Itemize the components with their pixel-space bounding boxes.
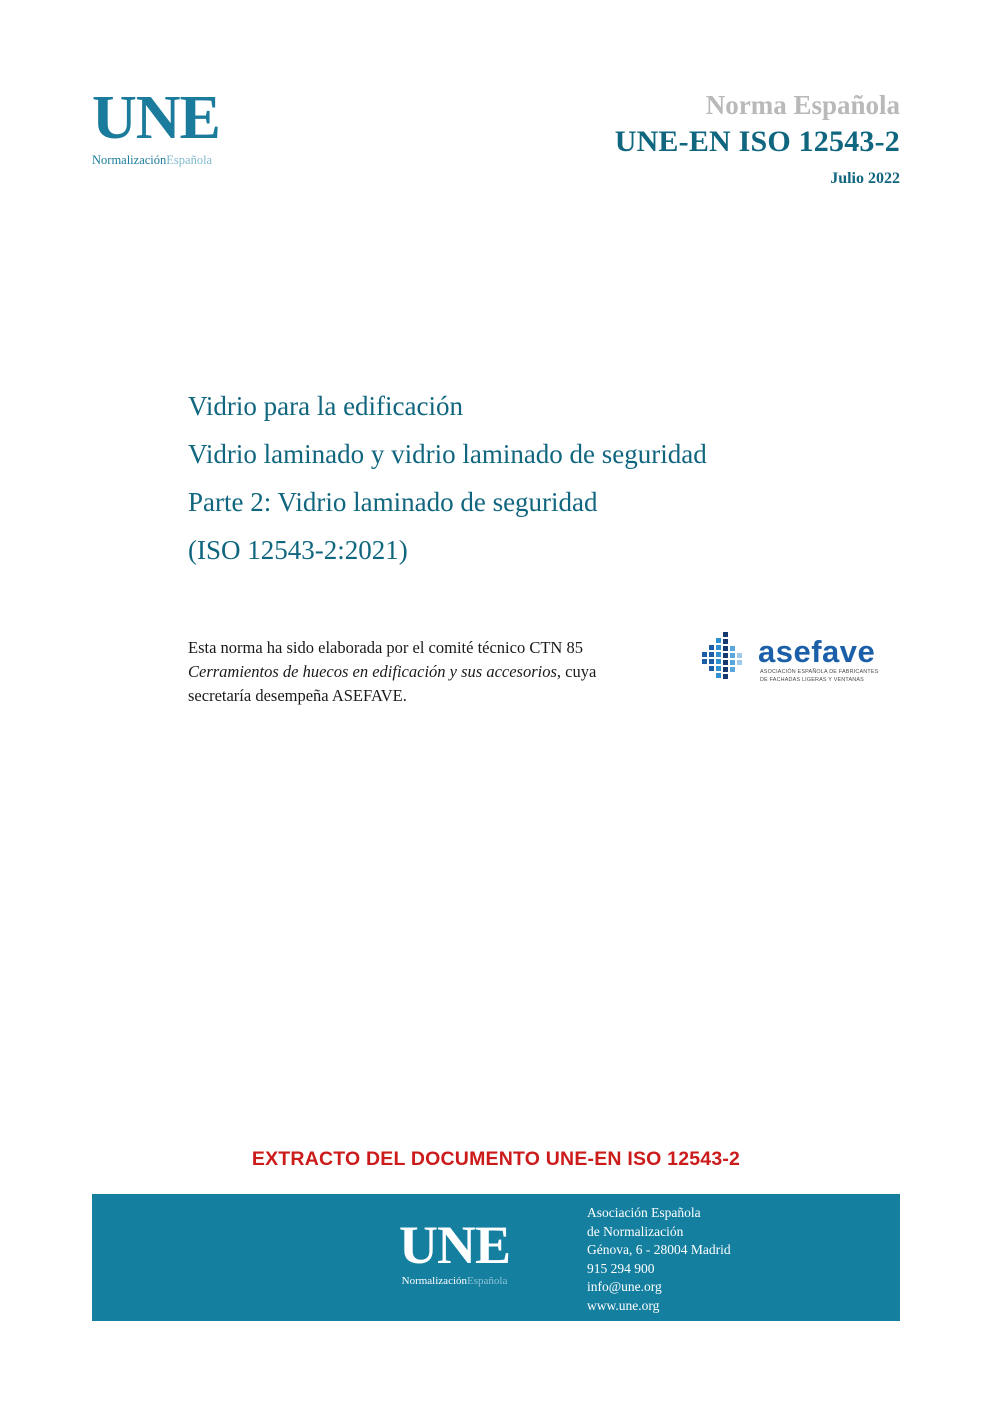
footer-une-subtitle-light: Española xyxy=(467,1275,508,1287)
document-date: Julio 2022 xyxy=(830,170,900,187)
footer-phone: 915 294 900 xyxy=(587,1260,655,1276)
title-line-4: (ISO 12543-2:2021) xyxy=(188,535,408,565)
norma-espanola-label: Norma Española xyxy=(705,90,900,120)
une-logo-subtitle-light: Española xyxy=(166,153,213,167)
asefave-wordmark: asefave xyxy=(758,634,876,669)
committee-note xyxy=(188,636,658,708)
footer-org-line-1: Asociación Española xyxy=(587,1205,701,1220)
footer-org-line-2: de Normalización xyxy=(587,1223,684,1239)
une-logo-header xyxy=(92,85,252,175)
asefave-tagline-2: DE FACHADAS LIGERAS Y VENTANAS xyxy=(760,677,864,683)
footer-une-wordmark: UNE xyxy=(398,1215,510,1275)
asefave-tagline-1: ASOCIACIÓN ESPAÑOLA DE FABRICANTES xyxy=(760,669,879,675)
asefave-building-icon xyxy=(700,630,752,682)
footer-email[interactable]: info@une.org xyxy=(587,1279,662,1294)
footer-contact-block xyxy=(587,1204,731,1315)
extract-label: EXTRACTO DEL DOCUMENTO UNE-EN ISO 12543-2 xyxy=(251,1148,741,1170)
une-logo-subtitle xyxy=(92,153,252,168)
committee-note-italic: Cerramientos de huecos en edificación y sus accesorios xyxy=(188,662,557,681)
header-meta xyxy=(340,88,900,188)
title-line-2: Vidrio laminado y vidrio laminado de seguridad xyxy=(188,439,707,469)
une-logo-footer xyxy=(362,1216,547,1287)
footer-website[interactable]: www.une.org xyxy=(587,1297,660,1313)
footer-address-line: Génova, 6 - 28004 Madrid xyxy=(587,1242,731,1257)
page-title xyxy=(188,382,888,574)
committee-note-part1: Esta norma ha sido elaborada por el comité técnico CTN 85 xyxy=(188,638,583,657)
document-code: UNE-EN ISO 12543-2 xyxy=(614,125,900,158)
title-line-1: Vidrio para la edificación xyxy=(188,391,463,421)
title-line-3: Parte 2: Vidrio laminado de seguridad xyxy=(188,487,598,517)
committee-note-part2: , cuya secretaría desempeña ASEFAVE. xyxy=(188,662,597,705)
footer-une-subtitle-bold: Normalización xyxy=(401,1275,468,1287)
footer-banner xyxy=(92,1194,900,1321)
une-wordmark: UNE xyxy=(92,84,220,152)
asefave-logo xyxy=(700,628,895,698)
une-logo-subtitle-bold: Normalización xyxy=(92,153,167,167)
footer-une-subtitle xyxy=(362,1275,547,1287)
